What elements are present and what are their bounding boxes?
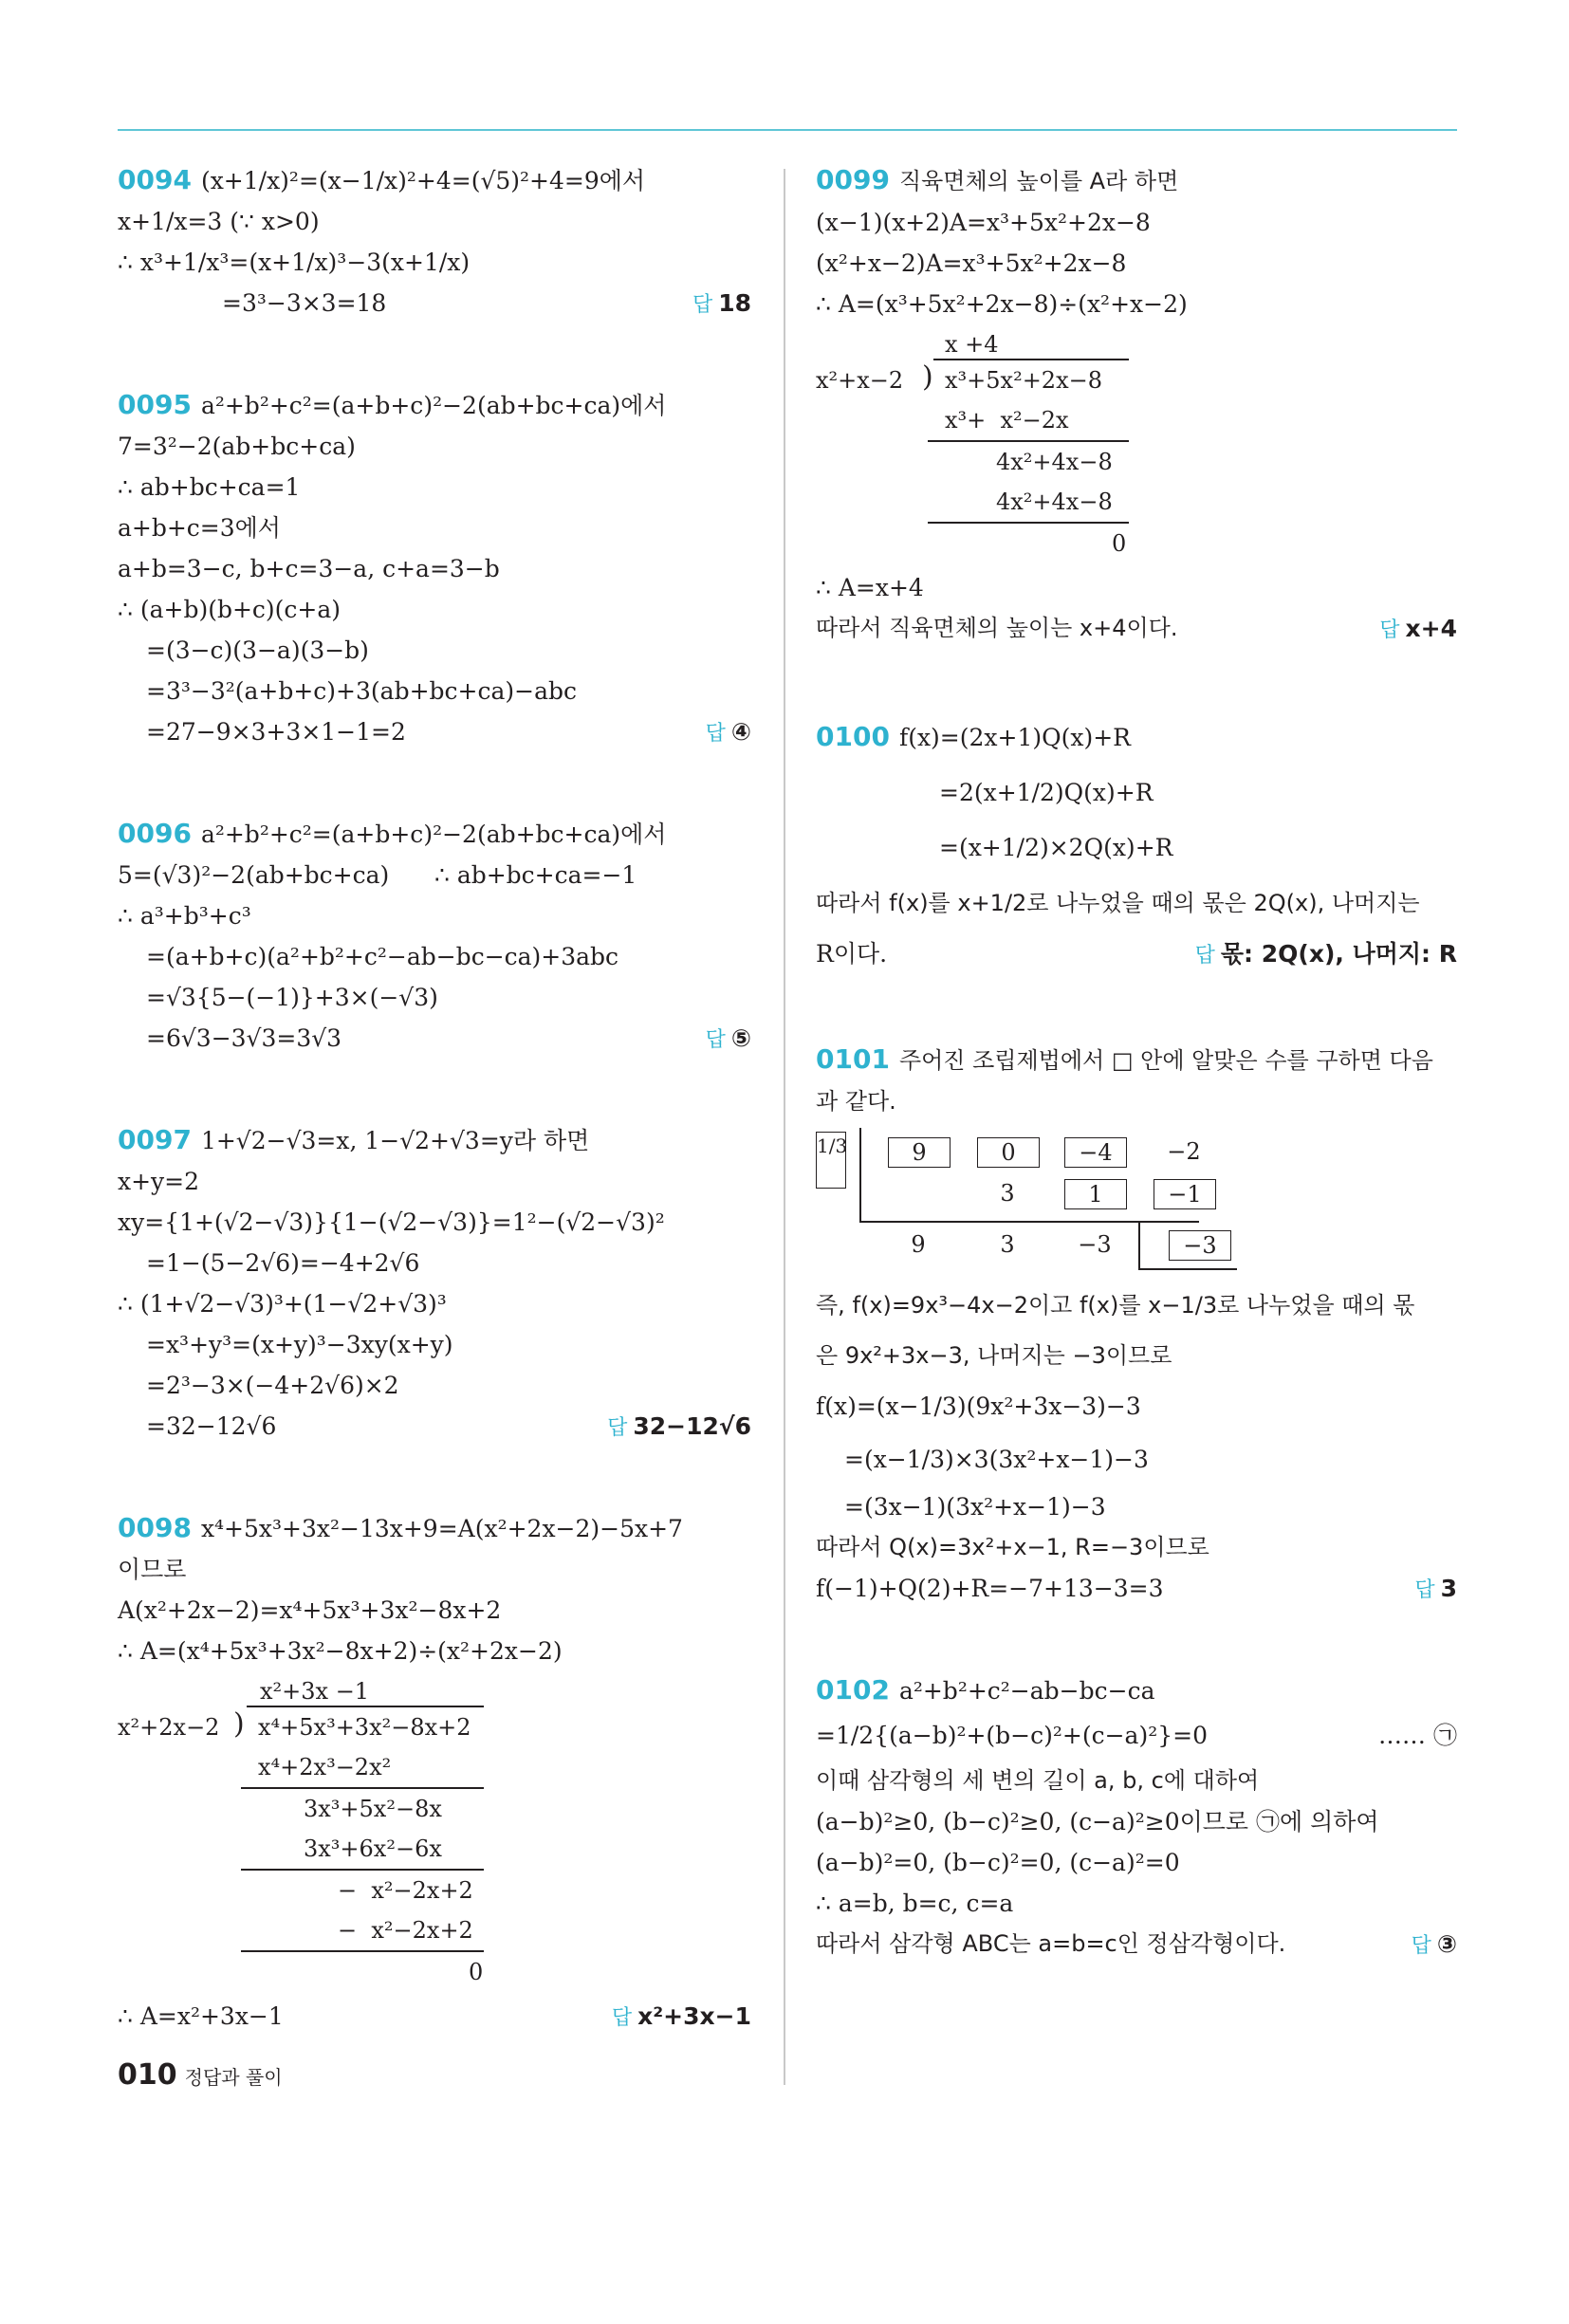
problem-0096 xyxy=(118,813,751,1061)
answer-value: 32−12√6 xyxy=(633,1412,751,1440)
problem-line: ∴ a³+b³+c³ xyxy=(118,902,251,930)
answer-label xyxy=(1379,608,1457,651)
left-column xyxy=(118,159,751,2038)
answer-tag: 답 xyxy=(1414,1578,1435,1602)
problem-line: =(3x−1)(3x²+x−1)−3 xyxy=(844,1493,1106,1521)
answer-tag: 답 xyxy=(705,722,726,746)
problem-line: x+1/x=3 (∵ x>0) xyxy=(118,208,320,235)
math-text: =6√3−3√3=3√3 xyxy=(146,1024,342,1052)
answer-tag: 답 xyxy=(1379,618,1400,642)
problem-line xyxy=(118,159,751,201)
problem-line: =1−(5−2√6)=−4+2√6 xyxy=(146,1249,420,1277)
problem-line: 따라서 f(x)를 x+1/2로 나누었을 때의 몫은 2Q(x), 나머지는 xyxy=(816,890,1420,916)
division-step: 3x³+6x²−6x xyxy=(304,1835,442,1862)
division-step: 4x²+4x−8 xyxy=(996,489,1113,515)
division-quotient: x +4 xyxy=(945,331,999,358)
long-division xyxy=(118,1671,751,1996)
problem-number: 0096 xyxy=(118,818,192,849)
math-text: 따라서 삼각형 ABC는 a=b=c인 정삼각형이다. xyxy=(816,1930,1286,1957)
problem-line: 5=(√3)²−2(ab+bc+ca) ∴ ab+bc+ca=−1 xyxy=(118,861,637,889)
problem-line: ∴ ab+bc+ca=1 xyxy=(118,473,301,501)
problem-line: (a−b)²≥0, (b−c)²≥0, (c−a)²≥0이므로 ㉠에 의하여 xyxy=(816,1808,1379,1835)
synthetic-remainder-rule xyxy=(1138,1221,1140,1268)
synthetic-vertical-rule xyxy=(859,1128,861,1223)
synthetic-cell: −2 xyxy=(1167,1138,1201,1165)
answer-value: 몫: 2Q(x), 나머지: R xyxy=(1220,940,1457,968)
equation-marker: …… ㉠ xyxy=(1378,1722,1457,1749)
division-divisor: x²+x−2 xyxy=(816,367,904,394)
answer-label xyxy=(706,711,751,754)
synthetic-cell: 3 xyxy=(1000,1231,1015,1258)
page-footer xyxy=(118,2058,283,2092)
answer-label xyxy=(1412,1924,1457,1966)
answer-tag: 답 xyxy=(1194,944,1215,968)
problem-line: ∴ x³+1/x³=(x+1/x)³−3(x+1/x) xyxy=(118,249,471,276)
synthetic-cell: 0 xyxy=(977,1137,1040,1168)
answer-label xyxy=(1414,1568,1457,1611)
answer-tag: 답 xyxy=(607,1416,628,1440)
math-text: =1/2{(a−b)²+(b−c)²+(c−a)²}=0 xyxy=(816,1722,1208,1749)
problem-line: ∴ A=(x³+5x²+2x−8)÷(x²+x−2) xyxy=(816,290,1188,318)
answer-value: 3 xyxy=(1440,1575,1457,1602)
problem-line: =(a+b+c)(a²+b²+c²−ab−bc−ca)+3abc xyxy=(146,943,619,970)
math-text: =3³−3×3=18 xyxy=(222,289,387,317)
problem-line xyxy=(816,1711,1457,1761)
answer-value: x²+3x−1 xyxy=(637,2002,751,2030)
problem-line: =(x+1/2)×2Q(x)+R xyxy=(939,834,1173,861)
problem-number: 0100 xyxy=(816,721,890,752)
division-dividend: x³+5x²+2x−8 xyxy=(945,367,1102,394)
problem-line: =√3{5−(−1)}+3×(−√3) xyxy=(146,984,438,1011)
problem-line: a+b+c=3에서 xyxy=(118,514,281,542)
division-step: 4x²+4x−8 xyxy=(996,449,1113,475)
answer-value: 18 xyxy=(718,289,751,317)
problem-0100 xyxy=(816,710,1457,980)
problem-line: ∴ (a+b)(b+c)(c+a) xyxy=(118,596,341,623)
problem-line xyxy=(118,813,751,855)
division-step: − x²−2x+2 xyxy=(338,1917,473,1944)
problem-0094 xyxy=(118,159,751,325)
problem-line: 은 9x²+3x−3, 나머지는 −3이므로 xyxy=(816,1342,1172,1369)
problem-line: f(x)=(x−1/3)(9x²+3x−3)−3 xyxy=(816,1393,1141,1420)
math-text: =32−12√6 xyxy=(146,1412,277,1440)
page-title: 정답과 풀이 xyxy=(184,2066,283,2089)
division-step: x³+ x²−2x xyxy=(945,407,1069,433)
synthetic-horizontal-rule xyxy=(859,1221,1199,1223)
problem-line xyxy=(118,1996,751,2038)
division-step: x⁴+2x³−2x² xyxy=(258,1754,392,1780)
problem-number: 0098 xyxy=(118,1512,192,1543)
division-quotient: x²+3x −1 xyxy=(260,1678,370,1705)
division-dividend: x⁴+5x³+3x²−8x+2 xyxy=(258,1714,471,1741)
division-remainder: 0 xyxy=(469,1959,484,1985)
problem-line: 과 같다. xyxy=(816,1088,896,1115)
problem-number: 0099 xyxy=(816,164,890,195)
division-bracket: ) xyxy=(233,1707,245,1741)
problem-0095 xyxy=(118,384,751,754)
math-text: ∴ A=x²+3x−1 xyxy=(118,2002,284,2030)
problem-line: =2³−3×(−4+2√6)×2 xyxy=(146,1372,399,1399)
synthetic-cell: −1 xyxy=(1154,1179,1216,1209)
problem-line: =(x−1/3)×3(3x²+x−1)−3 xyxy=(844,1446,1149,1473)
problem-line xyxy=(118,283,751,325)
right-column xyxy=(816,159,1457,1966)
problem-line xyxy=(816,1669,1457,1711)
problem-line: =3³−3²(a+b+c)+3(ab+bc+ca)−abc xyxy=(146,677,577,705)
long-division xyxy=(816,324,1457,567)
problem-number: 0095 xyxy=(118,389,192,420)
answer-tag: 답 xyxy=(692,293,713,317)
problem-line: (x²+x−2)A=x³+5x²+2x−8 xyxy=(816,249,1127,277)
division-rule xyxy=(928,522,1129,524)
answer-label xyxy=(692,283,751,325)
problem-line xyxy=(816,1039,1457,1081)
synthetic-cell: −3 xyxy=(1169,1230,1231,1261)
math-text: 따라서 직육면체의 높이는 x+4이다. xyxy=(816,615,1178,641)
answer-label xyxy=(612,1996,751,2038)
answer-value: ⑤ xyxy=(730,1024,751,1052)
division-step: − x²−2x+2 xyxy=(338,1877,473,1904)
problem-line xyxy=(118,1507,751,1549)
problem-number: 0101 xyxy=(816,1043,890,1075)
problem-line xyxy=(118,711,751,754)
problem-line: ∴ (1+√2−√3)³+(1−√2+√3)³ xyxy=(118,1290,447,1318)
problem-line xyxy=(816,608,1457,651)
problem-line xyxy=(816,1924,1457,1966)
problem-line xyxy=(118,1018,751,1061)
problem-0102 xyxy=(816,1669,1457,1966)
problem-line: (a−b)²=0, (b−c)²=0, (c−a)²=0 xyxy=(816,1849,1180,1876)
math-text: f(x)=(2x+1)Q(x)+R xyxy=(898,724,1131,751)
problem-line xyxy=(118,384,751,426)
answer-label xyxy=(1195,931,1457,980)
division-bracket: ) xyxy=(922,360,933,394)
problem-line: ∴ A=(x⁴+5x³+3x²−8x+2)÷(x²+2x−2) xyxy=(118,1637,563,1665)
problem-line xyxy=(816,159,1457,202)
answer-tag: 답 xyxy=(1411,1934,1431,1958)
problem-0101 xyxy=(816,1039,1457,1611)
math-text: R이다. xyxy=(816,940,888,968)
problem-line: ∴ A=x+4 xyxy=(816,574,924,601)
problem-line: ∴ a=b, b=c, c=a xyxy=(816,1890,1014,1917)
problem-number: 0097 xyxy=(118,1124,192,1155)
problem-line: =(3−c)(3−a)(3−b) xyxy=(146,636,369,664)
answer-value: ③ xyxy=(1436,1930,1457,1958)
problem-0099 xyxy=(816,159,1457,651)
math-text: 직육면체의 높이를 A라 하면 xyxy=(898,168,1179,194)
problem-line xyxy=(118,1119,751,1161)
synthetic-cell: 3 xyxy=(1000,1180,1015,1207)
math-text: =27−9×3+3×1−1=2 xyxy=(146,718,406,746)
math-text: 1+√2−√3=x, 1−√2+√3=y라 하면 xyxy=(200,1127,590,1154)
problem-line: xy={1+(√2−√3)}{1−(√2−√3)}=1²−(√2−√3)² xyxy=(118,1208,665,1236)
problem-line xyxy=(118,1406,751,1448)
problem-line: 이때 삼각형의 세 변의 길이 a, b, c에 대하여 xyxy=(816,1767,1260,1794)
problem-line: 7=3²−2(ab+bc+ca) xyxy=(118,433,356,460)
problem-line: a+b=3−c, b+c=3−a, c+a=3−b xyxy=(118,555,500,582)
division-step: 3x³+5x²−8x xyxy=(304,1796,442,1822)
division-remainder: 0 xyxy=(1112,530,1127,557)
problem-number: 0094 xyxy=(118,164,192,195)
answer-value: x+4 xyxy=(1405,615,1457,642)
problem-line xyxy=(816,1568,1457,1611)
problem-line: x+y=2 xyxy=(118,1168,200,1195)
problem-line xyxy=(816,931,1457,980)
page-number: 010 xyxy=(118,2058,177,2092)
synthetic-cell: 9 xyxy=(888,1137,951,1168)
problem-line: (x−1)(x+2)A=x³+5x²+2x−8 xyxy=(816,209,1151,236)
math-text: a²+b²+c²=(a+b+c)²−2(ab+bc+ca)에서 xyxy=(200,821,667,848)
synthetic-cell: −3 xyxy=(1078,1231,1112,1258)
problem-line: 이므로 xyxy=(118,1556,187,1583)
math-text: x⁴+5x³+3x²−13x+9=A(x²+2x−2)−5x+7 xyxy=(200,1515,683,1542)
math-text: f(−1)+Q(2)+R=−7+13−3=3 xyxy=(816,1575,1164,1602)
problem-number: 0102 xyxy=(816,1674,890,1706)
header-rule xyxy=(118,129,1457,131)
synthetic-divisor: 1/3 xyxy=(816,1132,846,1189)
problem-0097 xyxy=(118,1119,751,1448)
synthetic-cell: 1 xyxy=(1064,1179,1127,1209)
answer-tag: 답 xyxy=(705,1028,726,1052)
problem-line: 따라서 Q(x)=3x²+x−1, R=−3이므로 xyxy=(816,1534,1209,1560)
synthetic-division xyxy=(816,1128,1457,1270)
math-text: a²+b²+c²−ab−bc−ca xyxy=(898,1677,1155,1705)
synthetic-remainder-rule xyxy=(1138,1268,1237,1270)
problem-line: A(x²+2x−2)=x⁴+5x³+3x²−8x+2 xyxy=(118,1596,502,1624)
column-divider xyxy=(784,169,785,2085)
answer-tag: 답 xyxy=(611,2006,633,2030)
answer-label xyxy=(706,1018,751,1061)
division-divisor: x²+2x−2 xyxy=(118,1714,220,1741)
answer-label xyxy=(607,1406,751,1448)
synthetic-cell: −4 xyxy=(1064,1137,1127,1168)
problem-line xyxy=(816,710,1457,765)
problem-line: 즉, f(x)=9x³−4x−2이고 f(x)를 x−1/3로 나누었을 때의 몫 xyxy=(816,1292,1415,1319)
answer-value: ④ xyxy=(730,718,751,746)
division-rule xyxy=(241,1950,484,1952)
math-text: a²+b²+c²=(a+b+c)²−2(ab+bc+ca)에서 xyxy=(200,392,667,419)
problem-line: =x³+y³=(x+y)³−3xy(x+y) xyxy=(146,1331,453,1358)
synthetic-cell: 9 xyxy=(911,1231,926,1258)
math-text: 주어진 조립제법에서 □ 안에 알맞은 수를 구하면 다음 xyxy=(898,1047,1433,1074)
math-text: (x+1/x)²=(x−1/x)²+4=(√5)²+4=9에서 xyxy=(200,167,646,194)
problem-0098 xyxy=(118,1507,751,2038)
problem-line: =2(x+1/2)Q(x)+R xyxy=(939,779,1154,806)
